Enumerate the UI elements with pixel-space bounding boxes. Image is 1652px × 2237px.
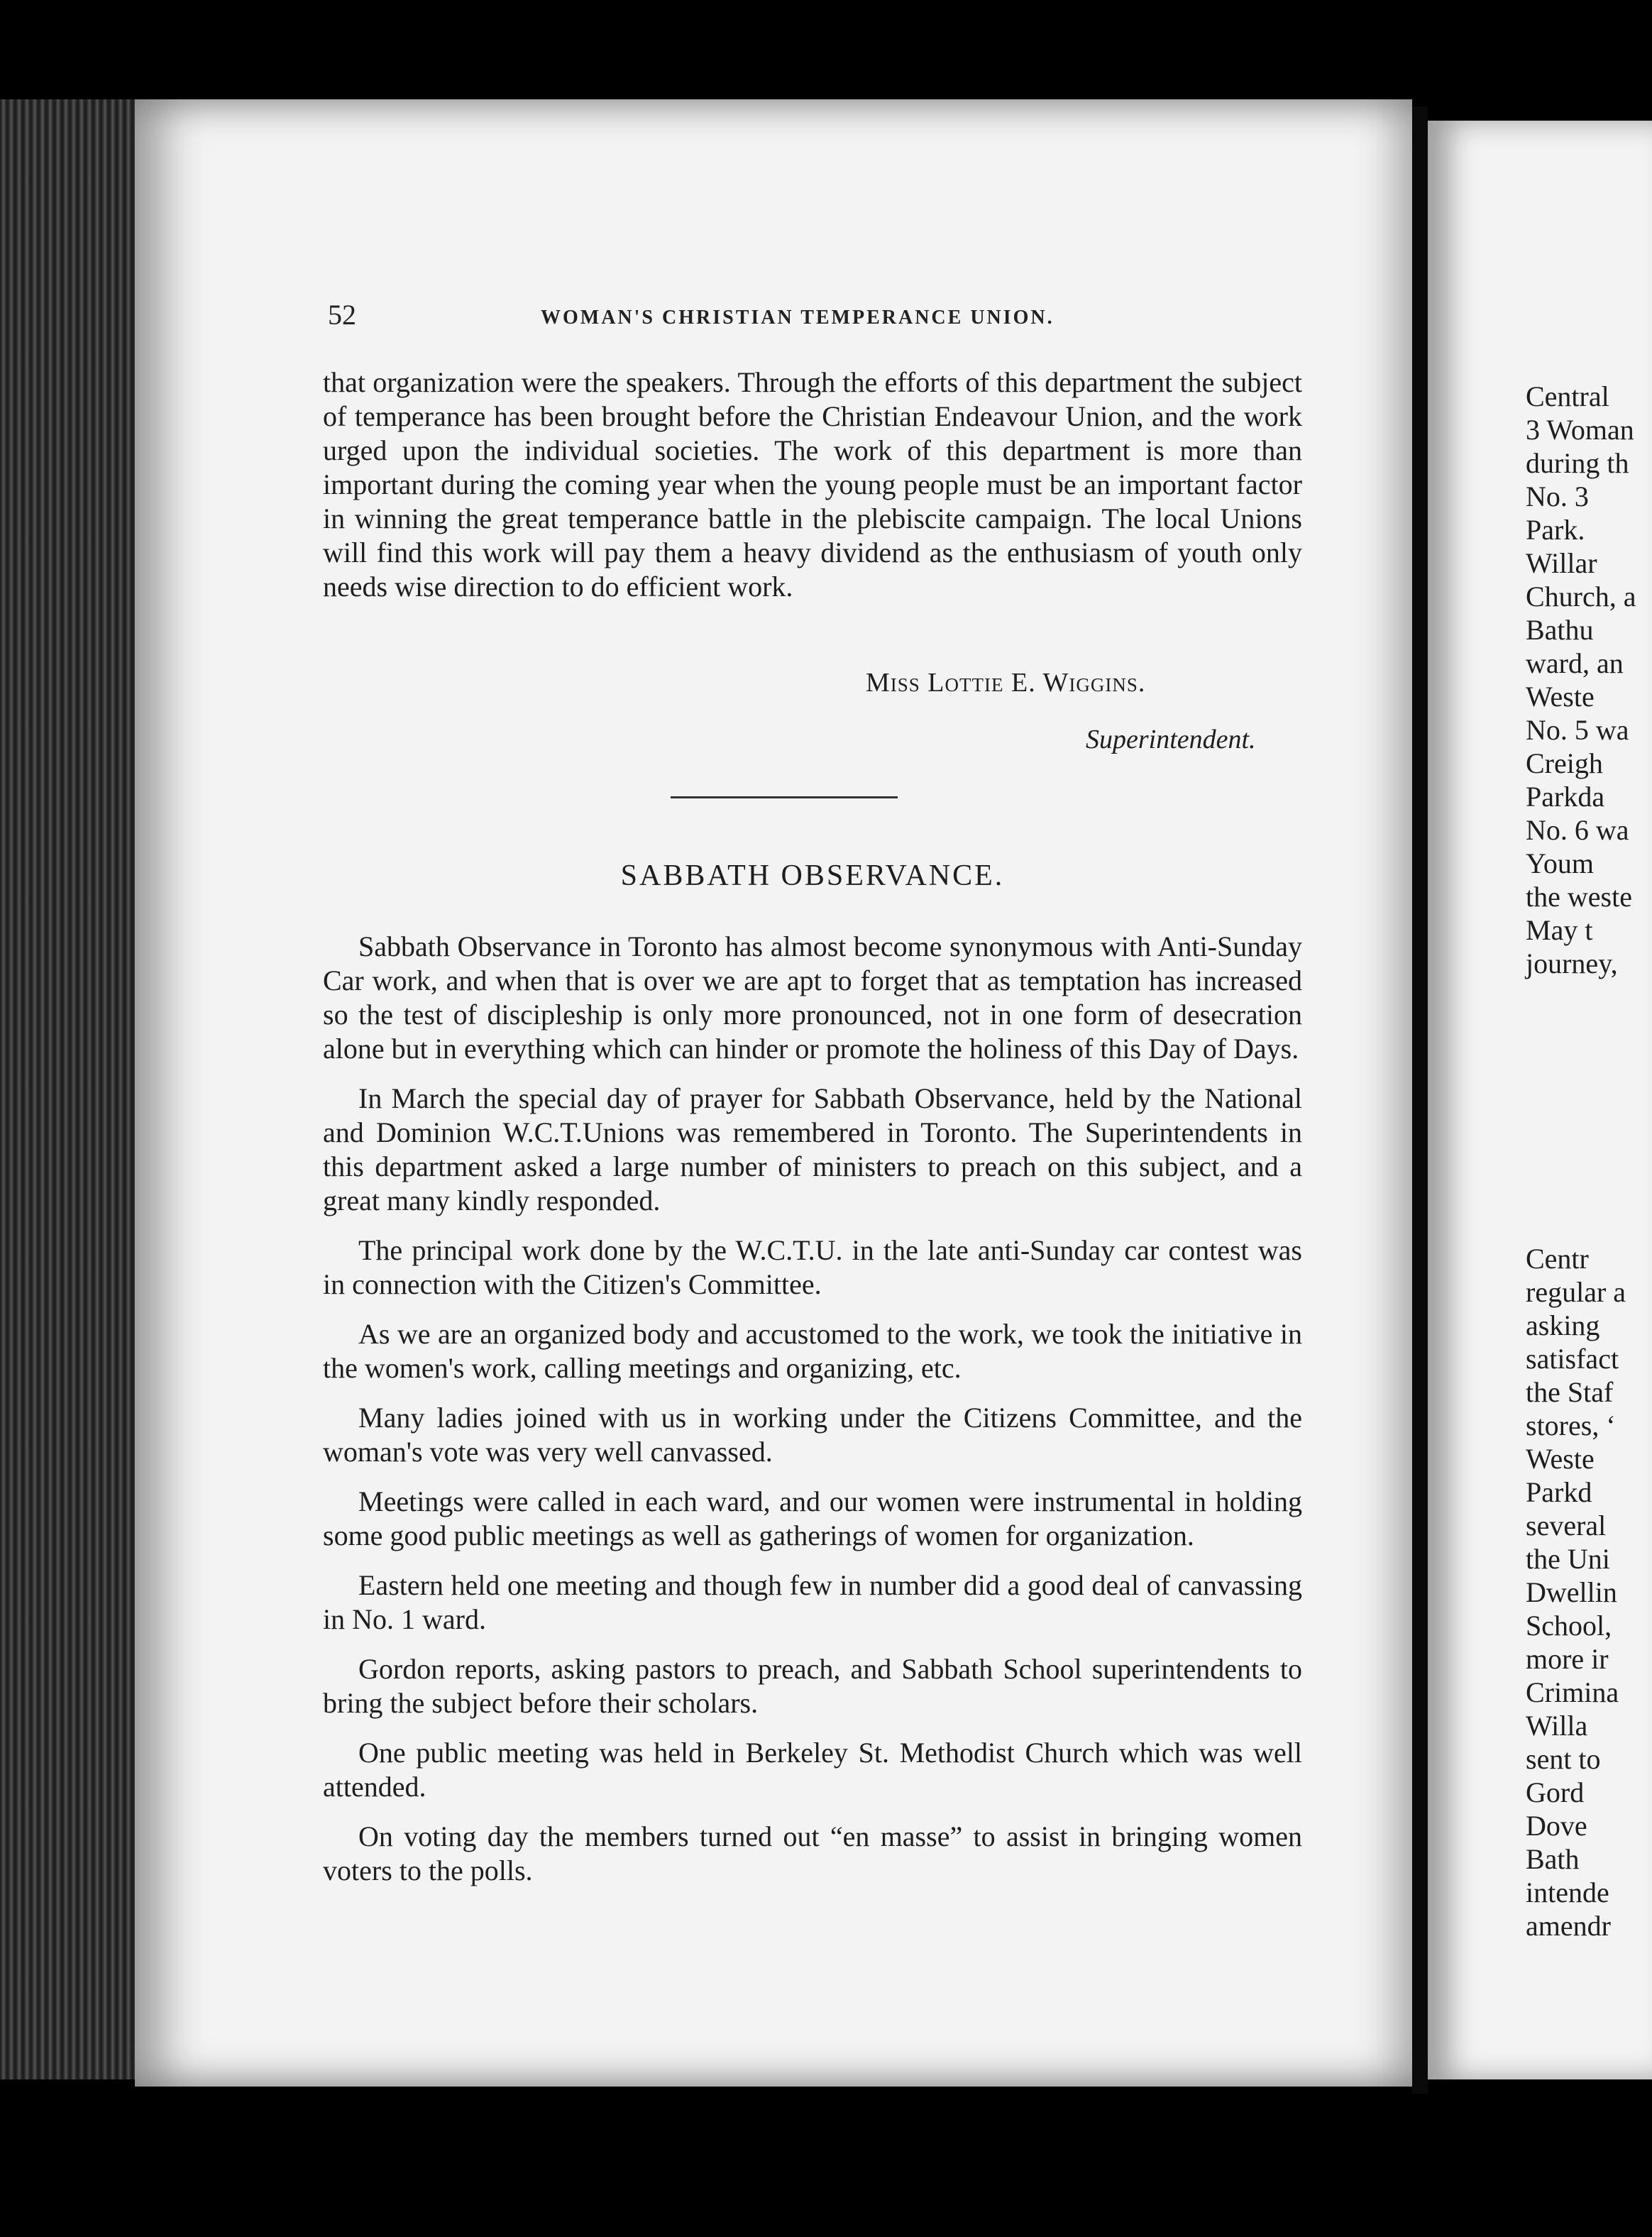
right-line: Central	[1526, 380, 1609, 412]
right-page-text-bottom	[1526, 1242, 1652, 1942]
right-line: No. 3	[1526, 480, 1589, 512]
right-line: intende	[1526, 1876, 1609, 1908]
right-line: Weste	[1526, 1443, 1595, 1475]
intro-text	[323, 365, 1302, 620]
right-line: Park.	[1526, 514, 1585, 546]
right-line: Dwellin	[1526, 1576, 1617, 1608]
body-paragraph: The principal work done by the W.C.T.U. in the late anti-Sunday car contest was in connection with the Citizen's Committee.	[323, 1234, 1302, 1300]
right-line: asking	[1526, 1309, 1600, 1341]
right-line: School,	[1526, 1610, 1612, 1642]
right-line: Dove	[1526, 1810, 1587, 1842]
body-paragraph: In March the special day of prayer for Sabbath Observance, held by the National and Dominion W.C.T.Unions was remembered in Toronto. The Superintendents in this department asked a large number of ministers to preach on this subject, and a great many kindly responded.	[323, 1082, 1302, 1216]
right-line: Parkd	[1526, 1476, 1592, 1508]
signature-name: Miss Lottie E. Wiggins.	[866, 668, 1146, 698]
running-title: WOMAN'S CHRISTIAN TEMPERANCE UNION.	[541, 307, 1054, 329]
right-line: journey,	[1526, 947, 1618, 979]
right-line: Centr	[1526, 1243, 1589, 1275]
body-paragraph: Meetings were called in each ward, and our women were instrumental in holding some good public meetings as well as gatherings of women for organization.	[323, 1485, 1302, 1551]
right-line: Bath	[1526, 1843, 1580, 1875]
page-number: 52	[328, 299, 356, 331]
right-line: No. 6 wa	[1526, 814, 1629, 846]
section-heading: SABBATH OBSERVANCE.	[620, 859, 1005, 892]
right-line: Willa	[1526, 1710, 1588, 1742]
right-line: amendr	[1526, 1910, 1611, 1942]
right-line: during th	[1526, 447, 1629, 479]
right-line: Weste	[1526, 681, 1595, 713]
right-line: Crimina	[1526, 1676, 1619, 1708]
right-line: Church, a	[1526, 581, 1636, 612]
body-paragraph: On voting day the members turned out “en masse” to assist in bringing women voters to the polls.	[323, 1820, 1302, 1886]
right-line: Bathu	[1526, 614, 1594, 646]
right-page-text-top	[1526, 380, 1652, 980]
intro-paragraph: that organization were the speakers. Through the efforts of this department the subject of temperance has been brought before the Christian Endeavour Union, and the work urged upon the individual societies. The work of this department is more than important during the coming year when the young people must be an important factor in winning the great temperance battle in the plebiscite campaign. The local Unions will find this work will pay them a heavy dividend as the enthusiasm of youth only needs wise direction to do efficient work.	[323, 366, 1302, 603]
right-line: stores, ‘	[1526, 1409, 1616, 1441]
right-line: the weste	[1526, 881, 1632, 913]
right-line: several	[1526, 1510, 1607, 1541]
page-header	[328, 298, 1300, 341]
right-line: May t	[1526, 914, 1593, 946]
page-gutter	[1412, 106, 1428, 2094]
body-paragraph: Eastern held one meeting and though few in number did a good deal of canvassing in No. 1 ward.	[323, 1569, 1302, 1635]
right-line: 3 Woman	[1526, 414, 1634, 446]
right-line: ward, an	[1526, 647, 1624, 679]
right-line: the Staf	[1526, 1376, 1614, 1408]
right-line: sent to	[1526, 1743, 1601, 1775]
right-line: Parkda	[1526, 781, 1605, 813]
section-divider	[671, 796, 898, 798]
body-paragraph: Sabbath Observance in Toronto has almost become synonymous with Anti-Sunday Car work, and when that is over we are apt to forget that as temptation has increased so the test of discipleship is only more pronounced, not in one form of desecration alone but in everything which can hinder or promote the holiness of this Day of Days.	[323, 930, 1302, 1065]
right-line: No. 5 wa	[1526, 714, 1629, 746]
right-line: the Uni	[1526, 1543, 1610, 1575]
right-line: Gord	[1526, 1776, 1585, 1808]
body-paragraph: Gordon reports, asking pastors to preach, and Sabbath School superintendents to bring the subject before their scholars.	[323, 1653, 1302, 1719]
right-line: more ir	[1526, 1643, 1609, 1675]
right-line: satisfact	[1526, 1343, 1619, 1375]
body-paragraph: As we are an organized body and accustomed to the work, we took the initiative in the women's work, calling meetings and organizing, etc.	[323, 1318, 1302, 1384]
right-line: regular a	[1526, 1276, 1626, 1308]
signature-title: Superintendent.	[1086, 725, 1256, 754]
right-line: Creigh	[1526, 747, 1603, 779]
body-paragraph: One public meeting was held in Berkeley St. Methodist Church which was well attended.	[323, 1737, 1302, 1803]
body-paragraph: Many ladies joined with us in working under the Citizens Committee, and the woman's vote was very well canvassed.	[323, 1402, 1302, 1468]
right-line: Willar	[1526, 547, 1597, 579]
section-body	[323, 930, 1302, 1903]
right-line: Youm	[1526, 847, 1594, 879]
